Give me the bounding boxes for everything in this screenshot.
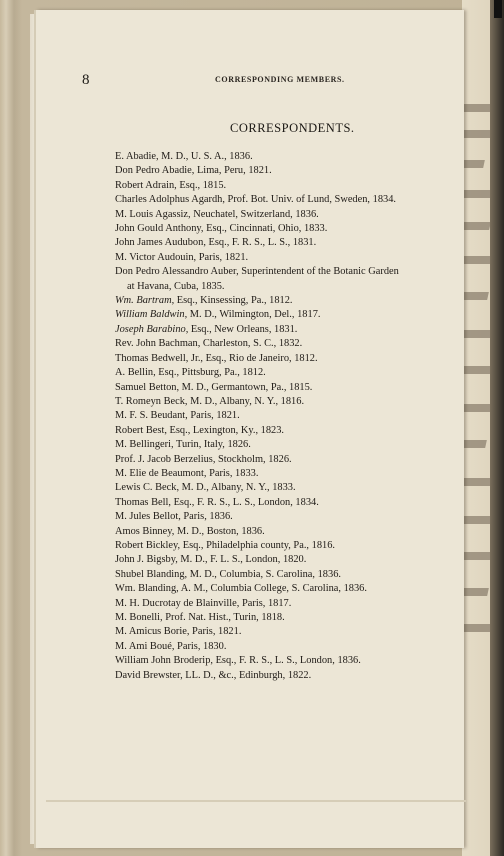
member-text: A. Bellin, Esq., Pittsburg, Pa., 1812.: [115, 367, 266, 379]
list-item: [115, 150, 463, 164]
member-text: Thomas Bedwell, Jr., Esq., Rio de Janeiro, 1812.: [115, 352, 318, 364]
list-item: [115, 568, 463, 582]
member-text: T. Romeyn Beck, M. D., Albany, N. Y., 1816.: [115, 395, 305, 407]
list-item: [115, 308, 463, 322]
list-item: [115, 424, 463, 438]
list-item: [115, 640, 463, 654]
list-item: [115, 179, 463, 193]
member-text: Lewis C. Beck, M. D., Albany, N. Y., 1833.: [115, 482, 296, 494]
member-text: Prof. J. Jacob Berzelius, Stockholm, 1826.: [115, 453, 292, 465]
member-text: Don Pedro Alessandro Auber, Superintendent of the Botanic Garden: [115, 266, 399, 278]
bleed-mark: [462, 222, 491, 230]
member-text: John Gould Anthony, Esq., Cincinnati, Ohio, 1833.: [115, 223, 328, 235]
list-item: [115, 366, 463, 380]
list-item: [115, 395, 463, 409]
member-text: John J. Bigsby, M. D., F. L. S., London, 1820.: [115, 554, 307, 566]
member-text: M. Elie de Beaumont, Paris, 1833.: [115, 467, 259, 479]
list-item: [115, 164, 463, 178]
member-text: Thomas Bell, Esq., F. R. S., L. S., London, 1834.: [115, 496, 319, 508]
section-title: CORRESPONDENTS.: [230, 121, 355, 135]
list-item: [115, 582, 463, 596]
member-text: E. Abadie, M. D., U. S. A., 1836.: [115, 151, 253, 162]
correspondents-list: [115, 150, 463, 683]
list-item: [115, 438, 463, 452]
member-text: M. F. S. Beudant, Paris, 1821.: [115, 410, 240, 422]
list-item: [115, 337, 463, 351]
bleed-mark: [462, 104, 493, 112]
member-text: Esq., Kinsessing, Pa., 1812.: [174, 295, 293, 307]
list-item: [115, 251, 463, 265]
list-item: [115, 236, 463, 250]
spine-tab: [494, 0, 502, 18]
member-text: M. Louis Agassiz, Neuchatel, Switzerland, 1836.: [115, 208, 319, 220]
member-text: Samuel Betton, M. D., Germantown, Pa., 1815.: [115, 381, 313, 393]
list-item: [115, 294, 463, 308]
member-name-italic: William Baldwin,: [115, 309, 188, 321]
list-item: [115, 193, 463, 207]
member-text: M. Ami Boué, Paris, 1830.: [115, 640, 227, 652]
bleed-mark: [462, 588, 489, 596]
list-item: [115, 409, 463, 423]
list-item: [115, 481, 463, 495]
page-number: 8: [82, 72, 90, 88]
list-item: [115, 597, 463, 611]
list-item: [115, 510, 463, 524]
member-text: M. D., Wilmington, Del., 1817.: [187, 309, 321, 321]
member-name-italic: Joseph Barabino,: [115, 323, 189, 335]
member-text: Don Pedro Abadie, Lima, Peru, 1821.: [115, 165, 272, 177]
member-text: William John Broderip, Esq., F. R. S., L. S., London, 1836.: [115, 655, 361, 667]
page-header: [82, 72, 372, 92]
member-text: M. H. Ducrotay de Blainville, Paris, 1817.: [115, 597, 292, 609]
list-item: [115, 208, 463, 222]
member-text: M. Jules Bellot, Paris, 1836.: [115, 511, 233, 523]
member-text: M. Bellingeri, Turin, Italy, 1826.: [115, 439, 251, 451]
list-item: [115, 525, 463, 539]
list-item: [115, 611, 463, 625]
member-text: John James Audubon, Esq., F. R. S., L. S., 1831.: [115, 237, 317, 249]
member-text-continuation: at Havana, Cuba, 1835.: [127, 280, 225, 292]
list-item: [115, 467, 463, 481]
member-text: Robert Best, Esq., Lexington, Ky., 1823.: [115, 424, 285, 436]
member-text: Wm. Blanding, A. M., Columbia College, S. Carolina, 1836.: [115, 583, 367, 595]
list-item: [115, 496, 463, 510]
list-item: [115, 323, 463, 337]
page-fold-line: [46, 800, 466, 802]
member-text: Amos Binney, M. D., Boston, 1836.: [115, 525, 265, 537]
list-item: [115, 553, 463, 567]
list-item: [115, 265, 463, 294]
bleed-mark: [462, 160, 485, 168]
member-name-italic: Wm. Bartram,: [115, 295, 175, 307]
member-text: Charles Adolphus Agardh, Prof. Bot. Univ. of Lund, Sweden, 1834.: [115, 194, 397, 206]
member-text: M. Amicus Borie, Paris, 1821.: [115, 626, 242, 638]
list-item: [115, 222, 463, 236]
bleed-mark: [462, 366, 493, 374]
bleed-mark: [462, 516, 493, 524]
member-text: Rev. John Bachman, Charleston, S. C., 1832.: [115, 338, 303, 350]
member-text: Robert Adrain, Esq., 1815.: [115, 179, 227, 191]
list-item: [115, 453, 463, 467]
list-item: [115, 669, 463, 683]
list-item: [115, 625, 463, 639]
list-item: [115, 539, 463, 553]
member-text: M. Bonelli, Prof. Nat. Hist., Turin, 1818.: [115, 612, 285, 623]
list-item: [115, 654, 463, 668]
member-text: Shubel Blanding, M. D., Columbia, S. Carolina, 1836.: [115, 568, 341, 580]
member-text: David Brewster, LL. D., &c., Edinburgh, 1822.: [115, 669, 312, 681]
bleed-mark: [462, 440, 487, 448]
bleed-mark: [462, 292, 489, 300]
book-spine: [490, 0, 504, 856]
member-text: M. Victor Audouin, Paris, 1821.: [115, 251, 249, 263]
list-item: [115, 352, 463, 366]
member-text: Robert Bickley, Esq., Philadelphia county, Pa., 1816.: [115, 539, 335, 551]
list-item: [115, 381, 463, 395]
member-text: Esq., New Orleans, 1831.: [188, 323, 298, 335]
running-head: CORRESPONDING MEMBERS.: [215, 75, 345, 84]
